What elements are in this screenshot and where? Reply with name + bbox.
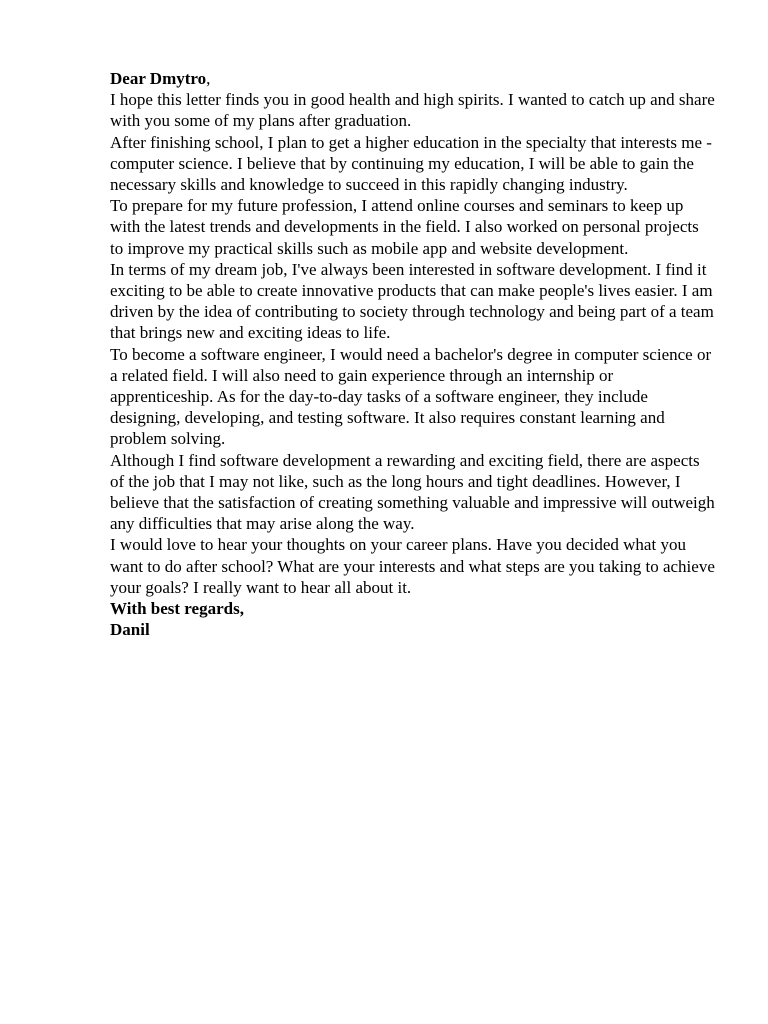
paragraph-questions: I would love to hear your thoughts on your career plans. Have you decided what you want to do after school? What are your interests and what steps are you taking to achieve your goals? I really want to hear all about it. <box>110 535 715 597</box>
paragraph-drawbacks: Although I find software development a rewarding and exciting field, there are aspects of the job that I may not like, such as the long hours and tight deadlines. However, I believe that the satisfaction of creating something valuable and impressive will outweigh any difficulties that may arise along the way. <box>110 450 715 534</box>
paragraph-dream-job: In terms of my dream job, I've always been interested in software development. I find it exciting to be able to create innovative products that can make people's lives easier. I am driven by the idea of contributing to society through technology and being part of a team that brings new and exciting ideas to life. <box>110 259 714 343</box>
paragraph-education: After finishing school, I plan to get a higher education in the specialty that interests me - computer science. I believe that by continuing my education, I will be able to gain the necessary skills and knowledge to succeed in this rapidly changing industry. <box>110 132 712 195</box>
salutation <box>110 68 716 89</box>
closing: With best regards, <box>110 599 244 619</box>
paragraph-preparation: To prepare for my future profession, I attend online courses and seminars to keep up with the latest trends and developments in the field. I also worked on personal projects to improve my practical skills such as mobile app and website development. <box>110 196 699 258</box>
letter-body <box>110 68 716 640</box>
paragraph-requirements: To become a software engineer, I would need a bachelor's degree in computer science or a related field. I will also need to gain experience through an internship or apprenticeship. As for the day-to-day tasks of a software engineer, they include designing, developing, and testing software. It also requires constant learning and problem solving. <box>110 344 712 449</box>
paragraph-greeting: I hope this letter finds you in good health and high spirits. I wanted to catch up and share with you some of my plans after graduation. <box>110 90 715 131</box>
salutation-name: Dear Dmytro <box>110 69 207 88</box>
salutation-punctuation: , <box>206 69 211 88</box>
signature: Danil <box>110 620 150 640</box>
